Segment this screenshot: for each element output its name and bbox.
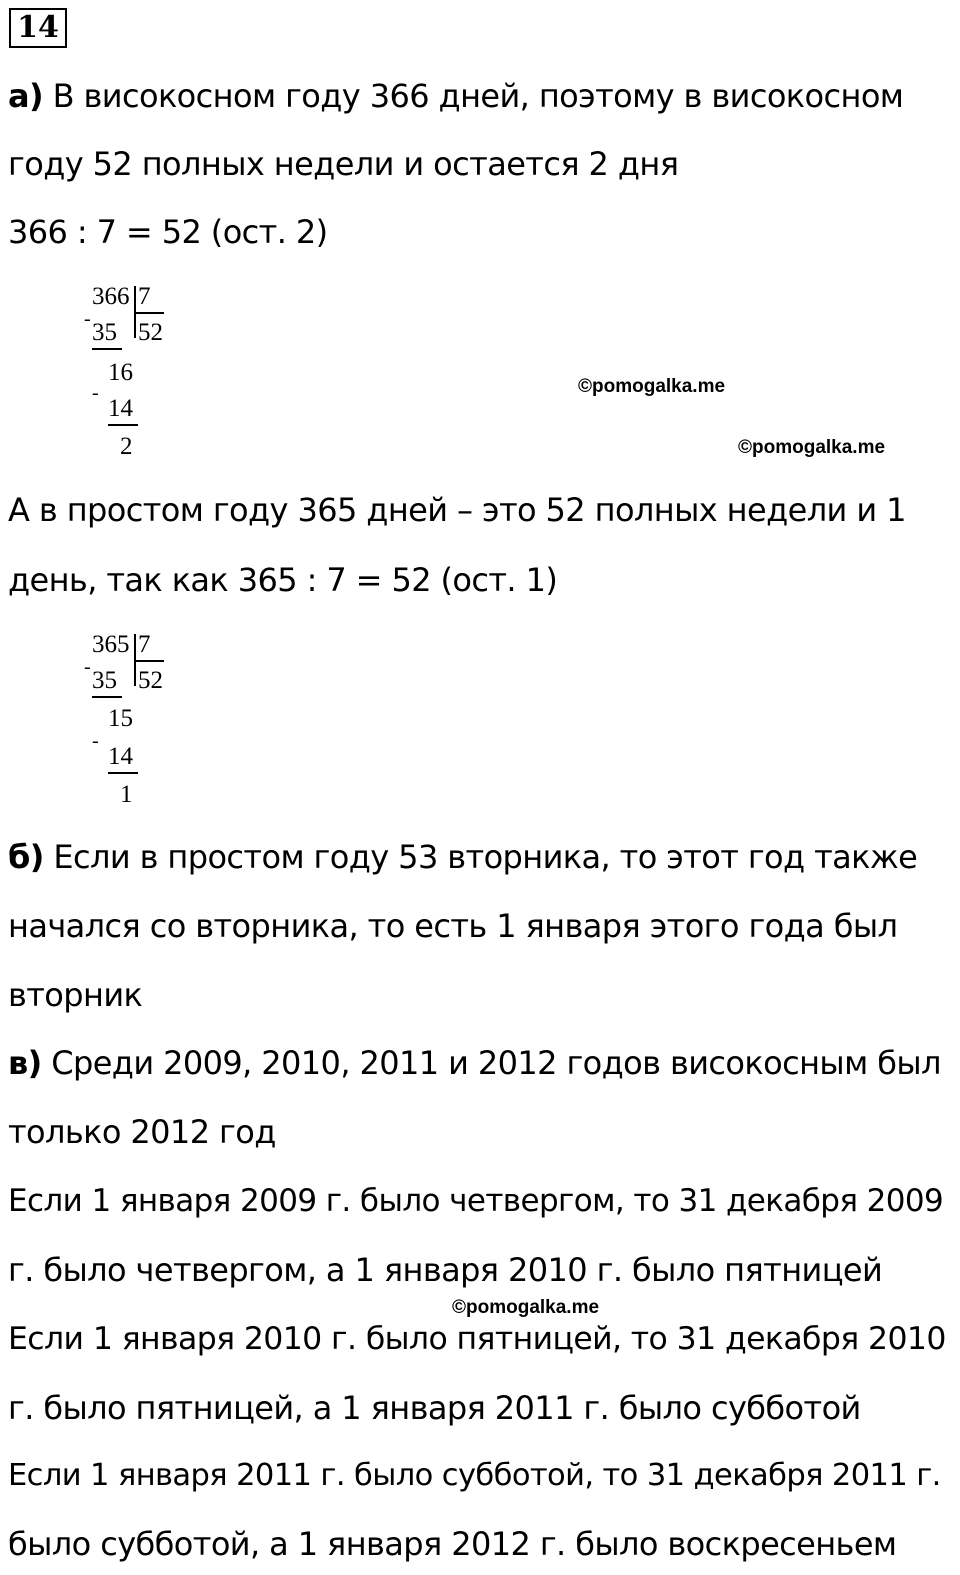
section-c-line-4: г. было четвергом, а 1 января 2010 г. было пятницей — [8, 1251, 883, 1289]
division2-minus-1: - — [84, 656, 91, 678]
section-a-line-4: А в простом году 365 дней – это 52 полных недели и 1 — [8, 491, 906, 529]
task-number: 14 — [9, 8, 67, 48]
division2-rule-2 — [108, 772, 138, 774]
section-a-line-3: 366 : 7 = 52 (ост. 2) — [8, 213, 328, 251]
section-b-line-1 — [8, 837, 917, 877]
section-a-label: а) — [8, 77, 44, 115]
section-b-line-2: начался со вторника, то есть 1 января этого года был — [8, 907, 898, 945]
division-rule-2 — [108, 424, 138, 426]
division2-remainder: 1 — [120, 781, 133, 808]
division-partial-1: 16 — [108, 359, 133, 386]
division-dividend: 366 — [92, 283, 130, 310]
section-c-line-5: Если 1 января 2010 г. было пятницей, то 31 декабря 2010 — [8, 1321, 946, 1357]
section-a-line-5: день, так как 365 : 7 = 52 (ост. 1) — [8, 561, 558, 599]
division2-dividend: 365 — [92, 631, 130, 658]
section-c-line-1 — [8, 1043, 941, 1083]
division-quotient: 52 — [138, 319, 163, 346]
section-c-line-3: Если 1 января 2009 г. было четвергом, то 31 декабря 2009 — [8, 1183, 944, 1219]
division2-partial-1: 15 — [108, 705, 133, 732]
section-c-label: в) — [8, 1044, 42, 1082]
division-subtrahend-1: 35 — [92, 319, 117, 346]
long-division-366 — [82, 284, 182, 464]
division-subtrahend-2: 14 — [108, 395, 133, 422]
division2-subtrahend-1: 35 — [92, 667, 117, 694]
division2-quotient: 52 — [138, 667, 163, 694]
section-b-line-3: вторник — [8, 976, 143, 1014]
section-c-text-1: Среди 2009, 2010, 2011 и 2012 годов високосным был — [41, 1044, 941, 1082]
section-c-line-7: Если 1 января 2011 г. было субботой, то 31 декабря 2011 г. — [8, 1458, 941, 1493]
section-c-line-2: только 2012 год — [8, 1113, 276, 1151]
section-c-line-8: было субботой, а 1 января 2012 г. было воскресеньем — [8, 1525, 897, 1563]
long-division-365 — [82, 632, 182, 812]
division2-subtrahend-2: 14 — [108, 743, 133, 770]
section-b-text-1: Если в простом году 53 вторника, то этот год также — [43, 838, 918, 876]
division2-divisor: 7 — [138, 631, 151, 658]
division-remainder: 2 — [120, 433, 133, 460]
division2-minus-2: - — [92, 730, 99, 752]
section-a-text-1: В високосном году 366 дней, поэтому в високосном — [43, 77, 904, 115]
watermark-3: ©pomogalka.me — [452, 1297, 600, 1318]
division-divisor: 7 — [138, 283, 151, 310]
watermark-2: ©pomogalka.me — [738, 437, 886, 458]
division-minus-2: - — [92, 382, 99, 404]
division2-rule-1 — [92, 696, 122, 698]
division2-divisor-rule — [134, 660, 164, 662]
section-c-line-6: г. было пятницей, а 1 января 2011 г. было субботой — [8, 1389, 861, 1427]
division-rule-1 — [92, 348, 122, 350]
division-minus-1: - — [84, 308, 91, 330]
section-a-line-2: году 52 полных недели и остается 2 дня — [8, 145, 679, 183]
section-b-label: б) — [8, 838, 44, 876]
division-divisor-rule — [134, 312, 164, 314]
watermark-1: ©pomogalka.me — [578, 376, 726, 397]
section-a-line-1 — [8, 76, 903, 116]
